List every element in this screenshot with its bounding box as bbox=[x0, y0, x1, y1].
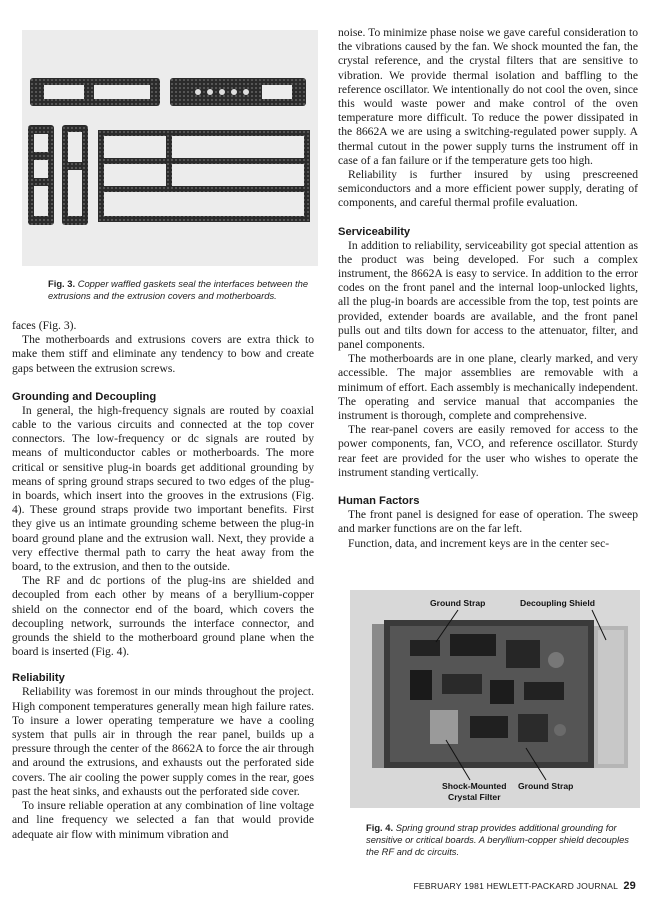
figure-3-label: Fig. 3. bbox=[48, 278, 76, 289]
heading-grounding: Grounding and Decoupling bbox=[12, 390, 157, 403]
circuit-board-illustration bbox=[350, 590, 640, 808]
right-paragraph-5: The rear-panel covers are easily removed for access to the power components, fan, VCO, and reference oscillator. Sturdy rear feet are provided for the user who wishes to operate the instrument standing vertically. bbox=[338, 423, 638, 479]
figure-3-caption-text: Copper waffled gaskets seal the interfaces between the extrusions and the extrusion covers and motherboards. bbox=[48, 278, 309, 301]
figure-3-caption bbox=[48, 278, 316, 302]
left-paragraph-2: The motherboards and extrusions covers are extra thick to make them stiff and eliminate any tendency to bow and create gaps between the extrusion screws. bbox=[12, 333, 314, 375]
right-column bbox=[338, 26, 638, 551]
figure-3-photo bbox=[22, 30, 318, 266]
right-paragraph-3: In addition to reliability, serviceability got special attention as the product was being developed. For such a complex instrument, the 8662A is easy to service. In addition to the error codes on the front panel and the internal loop-unlocked lights, all the plug-in boards are accessible from the top, test points are provided, extender boards are available, and the front panel pulls out and tilts down for access to the attenuator, filter, and panel components. bbox=[338, 238, 638, 352]
right-paragraph-4: The motherboards are in one plane, clearly marked, and very accessible. The major assemblies are removable with a minimum of effort. Each assembly is mechanically independent. The operating and service manual that accompanies the instrument is thorough, complete and comprehensive. bbox=[338, 352, 638, 423]
right-paragraph-6: The front panel is designed for ease of operation. The sweep and marker functions are on the far left. bbox=[338, 508, 638, 536]
figure-4-caption bbox=[366, 822, 634, 858]
figure-4-label: Fig. 4. bbox=[366, 822, 394, 833]
callout-crystal-filter: Crystal Filter bbox=[448, 792, 501, 802]
left-column bbox=[12, 319, 314, 842]
footer-journal: FEBRUARY 1981 HEWLETT-PACKARD JOURNAL bbox=[413, 881, 618, 891]
left-paragraph-1: faces (Fig. 3). bbox=[12, 319, 77, 332]
heading-reliability: Reliability bbox=[12, 672, 65, 685]
gasket-illustration bbox=[22, 30, 318, 266]
left-paragraph-5: Reliability was foremost in our minds throughout the project. High component temperatures generally mean high failure rates. To insure a lower operating temperature we have a cooling system that pulls air in through the rear panel, builds up a pressure through the center of the 8662A to force the air through and around the extrusions, and exhausts out the perforated side covers. The air cooling the power supply comes in the rear, goes past the heat sinks, and exhausts out the perforated side cover. bbox=[12, 685, 314, 798]
heading-human-factors: Human Factors bbox=[338, 495, 420, 508]
right-paragraph-2: Reliability is further insured by using prescreened semiconductors and a more efficient power supply, derating of components, and careful thermal profile evaluation. bbox=[338, 168, 638, 210]
callout-ground-strap-bottom: Ground Strap bbox=[518, 781, 574, 791]
left-paragraph-4: The RF and dc portions of the plug-ins are shielded and decoupled from each other by means of a beryllium-copper shield on the connector end of the board, which covers the decoupling network, surrounds the interface connector, and grounds the shield to the motherboard ground plane when the board is inserted (Fig. 4). bbox=[12, 574, 314, 659]
callout-decoupling-shield: Decoupling Shield bbox=[520, 598, 595, 608]
figure-4-caption-text: Spring ground strap provides additional grounding for sensitive or critical boards. A beryllium-copper shield decouples the RF and dc circuits. bbox=[366, 822, 629, 857]
page-footer bbox=[413, 880, 636, 892]
page-number: 29 bbox=[623, 880, 636, 892]
right-paragraph-1: noise. To minimize phase noise we gave careful consideration to the vibrations caused by the fan. We shock mounted the fan, the crystal reference, and the crystal filters that are sensitive to vibration. We provide thermal isolation and baffling to the reference oscillator. We intentionally do not cool the oven, since this would waste power and make control of the oven temperature more difficult. To reduce the power dissipated in the 8662A we are using a switching-regulated power supply. A thermal cutout in the power supply turns the instrument off in case of a fan failure or if the temperature gets too high. bbox=[338, 26, 638, 167]
left-paragraph-6: To insure reliable operation at any combination of line voltage and line frequency we selected a fan that would provide adequate air flow with minimum vibration and bbox=[12, 799, 314, 841]
right-paragraph-7: Function, data, and increment keys are in the center sec- bbox=[348, 536, 610, 550]
figure-4-photo bbox=[350, 590, 640, 808]
callout-shock-mounted: Shock-Mounted bbox=[442, 781, 507, 791]
callout-ground-strap-top: Ground Strap bbox=[430, 598, 486, 608]
left-paragraph-3: In general, the high-frequency signals are routed by coaxial cable to the various circuits and connected at the top cover connectors. The low-frequency or dc signals are routed by means of multiconductor cables or motherboards. The more critical or sensitive plug-in boards get additional grounding by means of spring ground straps secured to two edges of the plug-in boards, which insert into the grooves in the extrusions (Fig. 4). These ground straps provide two important benefits. First they give us an intimate grounding scheme between the plug-in board ground plane and the extrusion wall. Next, they provide a very effective thermal path to carry the heat away from the board, to the extrusion, and then to the outside. bbox=[12, 403, 314, 574]
heading-serviceability: Serviceability bbox=[338, 225, 411, 238]
